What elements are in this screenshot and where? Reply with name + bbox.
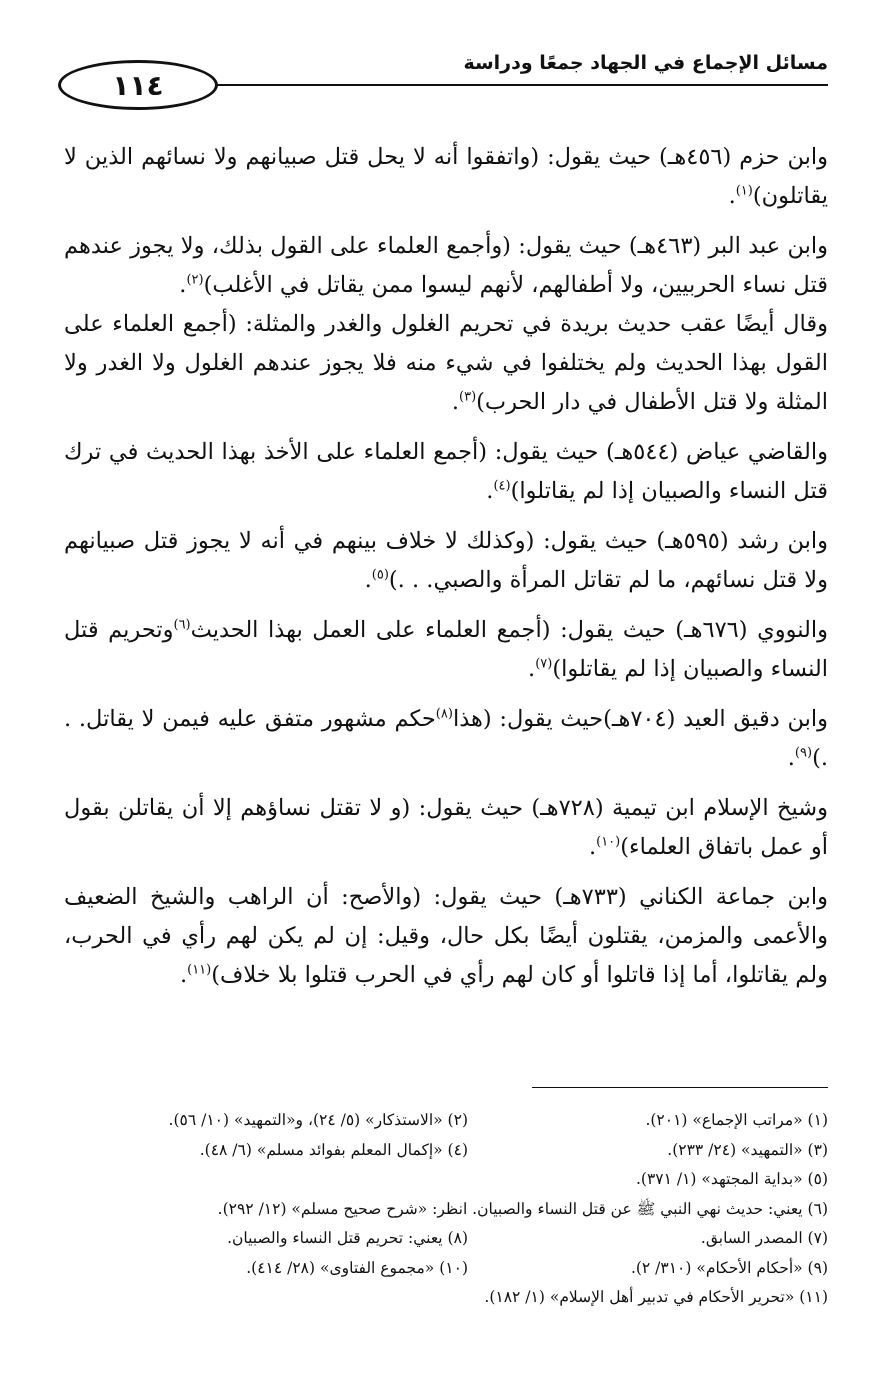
footnote-2: (٢) «الاستذكار» (٥/ ٢٤)، و«التمهيد» (١٠/ ٥٦). <box>168 1111 468 1129</box>
footnote-row <box>70 1165 828 1195</box>
footnote-row <box>70 1283 828 1313</box>
footnote-7: (٧) المصدر السابق. <box>700 1229 828 1247</box>
footnote-row <box>70 1106 828 1136</box>
footnote-ref[interactable]: (٥) <box>371 567 389 583</box>
footnote-3: (٣) «التمهيد» (٢٤/ ٢٣٣). <box>667 1140 828 1159</box>
footnote-5: (٥) «بداية المجتهد» (١/ ٣٧١). <box>635 1170 828 1188</box>
footnote-10: (١٠) «مجموع الفتاوى» (٢٨/ ٤١٤). <box>246 1258 468 1277</box>
paragraph-ibn-abd-al-barr: وابن عبد البر (٤٦٣هـ) حيث يقول: (وأجمع العلماء على القول بذلك، ولا يجوز عندهم قتل نساء الحربيين، ولا أطفالهم، لأنهم ليسوا ممن يقاتل في الأغلب)$^{(٢)}$. وقال أيضًا عقب حديث بريدة في تحريم الغلول والغدر والمثلة: (أجمع العلماء على القول بهذا الحديث ولم يختلفوا في شيء منه فلا يجوز عندهم الغلول ولا الغدر ولا المثلة ولا قتل الأطفال في دار الحرب)$^{(٣)}$. <box>64 233 829 415</box>
footnote-separator <box>532 1087 828 1088</box>
paragraph-ibn-taymiyya: وشيخ الإسلام ابن تيمية (٧٢٨هـ) حيث يقول: (و لا تقتل نساؤهم إلا أن يقاتلن بقول أو عمل باتفاق العلماء)$^{(١٠)}$. <box>64 795 828 860</box>
footnote-ref[interactable]: (١١) <box>187 962 212 978</box>
paragraph-ibn-hazm: وابن حزم (٤٥٦هـ) حيث يقول: (واتفقوا أنه لا يحل قتل صبيانهم ولا نسائهم الذين لا يقاتلون)$^{(١)}$. <box>64 144 828 209</box>
paragraph-ibn-rushd: وابن رشد (٥٩٥هـ) حيث يقول: (وكذلك لا خلاف بينهم في أنه لا يجوز قتل صبيانهم ولا قتل نسائهم، ما لم تقاتل المرأة والصبي. . .)$^{(٥)}$. <box>64 528 828 593</box>
footnote-9: (٩) «أحكام الأحكام» (٣١٠/ ٢). <box>630 1258 828 1277</box>
footnote-row <box>70 1195 828 1225</box>
footnote-row <box>70 1254 828 1284</box>
footnote-row <box>70 1224 828 1254</box>
footnotes <box>70 1106 828 1313</box>
footnote-ref[interactable]: (٩) <box>794 745 813 761</box>
footnote-11: (١١) «تحرير الأحكام في تدبير أهل الإسلام» (١/ ١٨٢). <box>484 1288 828 1306</box>
footnote-ref[interactable]: (١٠) <box>596 834 621 850</box>
footnote-row <box>70 1136 828 1166</box>
footnote-ref[interactable]: (٣) <box>459 389 477 405</box>
paragraph-ibn-daqiq-al-id: وابن دقيق العيد (٧٠٤هـ)حيث يقول: (هذا$^{(٨)}$حكم مشهور متفق عليه فيمن لا يقاتل. . .)$^{(٩)}$. <box>64 706 828 771</box>
page-header <box>58 50 828 122</box>
footnote-1: (١) «مراتب الإجماع» (٢٠١). <box>645 1111 828 1129</box>
footnote-6: (٦) يعني: حديث نهي النبي ﷺ عن قتل النساء والصبيان. انظر: «شرح صحيح مسلم» (١٢/ ٢٩٢). <box>217 1199 828 1218</box>
footnote-ref[interactable]: (٨) <box>435 706 453 722</box>
footnote-ref[interactable]: (٧) <box>535 656 553 672</box>
paragraph-ibn-jamaa: وابن جماعة الكناني (٧٣٣هـ) حيث يقول: (والأصح: أن الراهب والشيخ الضعيف والأعمى والمزمن، يقتلون أيضًا بكل حال، وقيل: إن لم يكن لهم رأي في الحرب، ولم يقاتلوا، أما إذا قاتلوا أو كان لهم رأي في الحرب قتلوا بلا خلاف)$^{(١١)}$. <box>64 884 828 988</box>
footnote-8: (٨) يعني: تحريم قتل النساء والصبيان. <box>227 1229 468 1247</box>
running-title: مسائل الإجماع في الجهاد جمعًا ودراسة <box>463 52 828 74</box>
header-rule <box>206 84 828 86</box>
footnote-ref[interactable]: (٢) <box>186 272 204 288</box>
footnote-ref[interactable]: (٤) <box>493 478 511 494</box>
paragraph-nawawi: والنووي (٦٧٦هـ) حيث يقول: (أجمع العلماء على العمل بهذا الحديث$^{(٦)}$وتحريم قتل النساء والصبيان إذا لم يقاتلوا)$^{(٧)}$. <box>64 617 828 682</box>
paragraph-qadi-iyad: والقاضي عياض (٥٤٤هـ) حيث يقول: (أجمع العلماء على الأخذ بهذا الحديث في ترك قتل النساء والصبيان إذا لم يقاتلوا)$^{(٤)}$. <box>64 439 828 504</box>
footnote-ref[interactable]: (١) <box>735 183 753 199</box>
footnote-4: (٤) «إكمال المعلم بفوائد مسلم» (٦/ ٤٨). <box>199 1140 468 1159</box>
body-text <box>64 138 828 1006</box>
footnote-ref[interactable]: (٦) <box>173 617 191 633</box>
page-number-badge: ١١٤ <box>58 60 218 110</box>
